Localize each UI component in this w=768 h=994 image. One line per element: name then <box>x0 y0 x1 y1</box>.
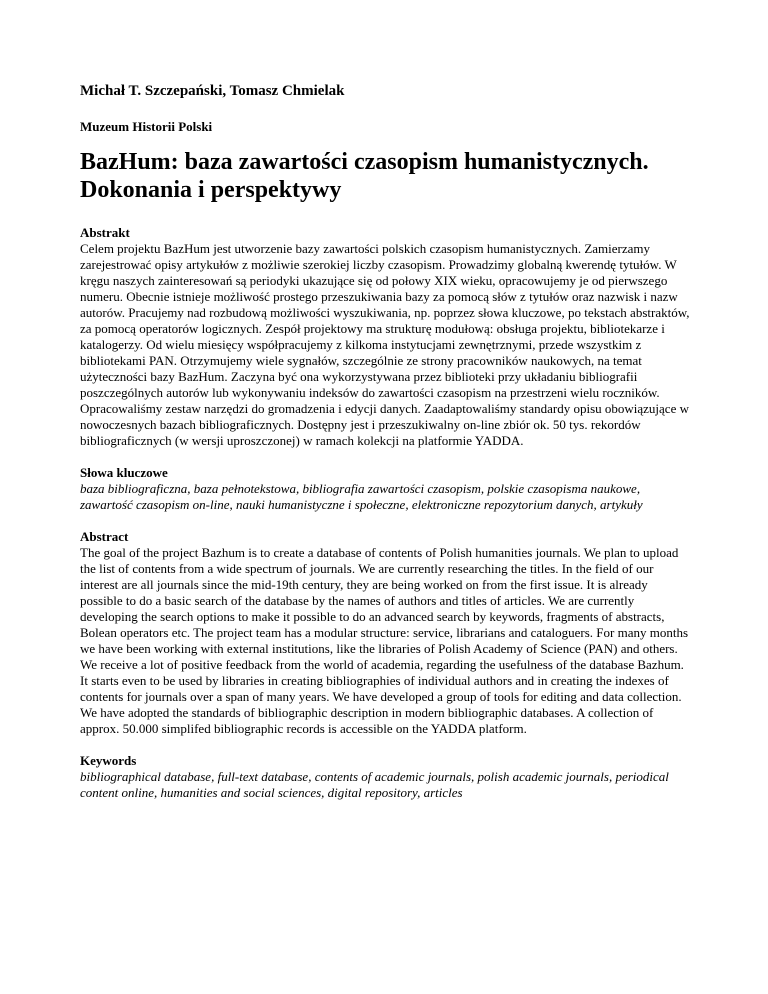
document-page <box>80 82 692 817</box>
affiliation: Muzeum Historii Polski <box>80 119 213 134</box>
title-line-1: BazHum: baza zawartości czasopism humanistycznych. <box>80 149 649 175</box>
abstract-text: The goal of the project Bazhum is to create a database of contents of Polish humanities journals. We plan to upload the list of contents from a wide spectrum of journals. We are currently researching the titles. In the field of our interest are all journals since the mid-19th century, they are being worked on from the first issue. It is already possible to do a basic search of the database by the names of authors and titles of articles. We are currently developing the search options to make it possible to do an advanced search by keywords, fragments of abstracts, Bolean operators etc. The project team has a modular structure: service, librarians and cataloguers. For many months we have been working with external institutions, like the libraries of Polish Academy of Science (PAN) and others. We receive a lot of positive feedback from the world of academia, regarding the usefulness of the database Bazhum. It starts even to be used by libraries in creating bibliographies of individual authors and in creating the indexes of contents for journals over a span of many years. We have developed a group of tools for editing and data collection. We have adopted the standards of bibliographic description in modern bibliographic databases. A collection of approx. 50.000 simplifed bibliographic records is accessible on the YADDA platform. <box>80 545 689 736</box>
paper-title <box>80 148 692 204</box>
abstract-heading: Abstract <box>80 529 129 544</box>
authors: Michał T. Szczepański, Tomasz Chmielak <box>80 83 345 99</box>
abstrakt-heading: Abstrakt <box>80 225 130 240</box>
slowa-kluczowe-text: baza bibliograficzna, baza pełnotekstowa, bibliografia zawartości czasopism, polskie czasopisma naukowe, zawartość czasopism on-line, nauki humanistyczne i społeczne, elektroniczne repozytorium danych, artykuły <box>80 481 643 512</box>
title-line-2: Dokonania i perspektywy <box>80 177 342 203</box>
slowa-kluczowe-heading: Słowa kluczowe <box>80 465 168 480</box>
abstrakt-text: Celem projektu BazHum jest utworzenie bazy zawartości polskich czasopism humanistycznych. Zamierzamy zarejestrować opisy artykułów z możliwie szerokiej liczby czasopism. Prowadzimy globalną kwerendę tytułów. W kręgu naszych zainteresowań są periodyki ukazujące się od połowy XIX wieku, opracowujemy je od pierwszego numeru. Obecnie istnieje możliwość prostego przeszukiwania bazy za pomocą słów z tytułów oraz nazwisk i nazw autorów. Pracujemy nad rozbudową możliwości wyszukiwania, np. poprzez słowa kluczowe, po tekstach abstraktów, za pomocą operatorów logicznych. Zespół projektowy ma strukturę modułową: obsługa projektu, bibliotekarze i katalogerzy. Od wielu miesięcy współpracujemy z kilkoma instytucjami zewnętrznymi, przede wszystkim z bibliotekami PAN. Otrzymujemy wiele sygnałów, szczególnie ze strony pracowników naukowych, na temat użyteczności bazy BazHum. Zaczyna być ona wykorzystywana przez biblioteki przy układaniu bibliografii poszczególnych autorów lub wykonywaniu indeksów do zawartości czasopism na przestrzeni wielu roczników. Opracowaliśmy zestaw narzędzi do gromadzenia i edycji danych. Zaadaptowaliśmy standardy opisu obowiązujące w nowoczesnych bazach bibliograficznych. Dostępny jest i przeszukiwalny on-line zbiór ok. 50 tys. rekordów bibliograficznych (w wersji uproszczonej) w ramach kolekcji na platformie YADDA. <box>80 241 690 448</box>
keywords-heading: Keywords <box>80 753 137 768</box>
keywords-text: bibliographical database, full-text database, contents of academic journals, polish academic journals, periodical content online, humanities and social sciences, digital repository, articles <box>80 769 669 800</box>
